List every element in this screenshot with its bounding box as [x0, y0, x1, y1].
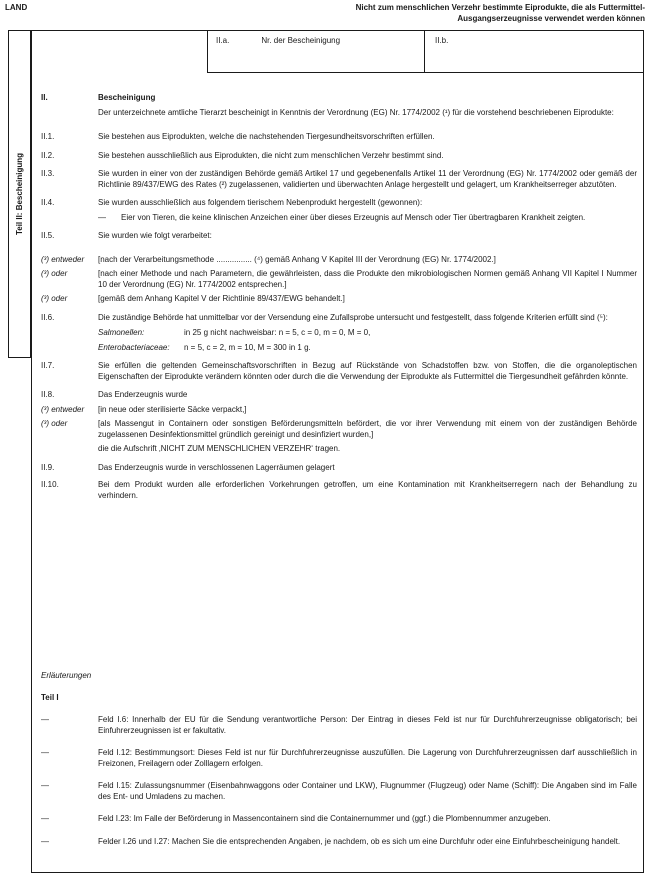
document-title [356, 3, 645, 24]
point-ii7-row [41, 361, 637, 382]
ref-iib-label: II.b. [435, 36, 449, 45]
point-ii6-row [41, 313, 637, 324]
ref-cell-iia [208, 31, 425, 72]
point-ii4-row [41, 198, 637, 209]
ref-iia-label: II.a. [216, 36, 230, 45]
point-ii8-option-1-text: [in neue oder sterilisierte Säcke verpackt,] [98, 404, 247, 414]
point-ii2-text: Sie bestehen ausschließlich aus Eiprodukten, die nicht zum menschlichen Verzehr bestimmt sind. [98, 150, 444, 160]
point-ii5-option-2-text: [nach einer Methode und nach Parametern, die gewährleisten, dass die Produkte den mikrobiologischen Normen gemäß Anhang VII Kapitel I Nummer 10 der Verordnung (EG) Nr. 1774/2002 entsprechen.] [98, 269, 637, 289]
point-ii4-text: Sie wurden ausschließlich aus folgendem tierischem Nebenprodukt hergestellt (gewonnen): [98, 198, 423, 207]
point-ii5-number: II.5. [41, 231, 55, 240]
criterion-enterobacteriaceae-name: Enterobacteriaceae: [98, 342, 170, 352]
ref-iia-title: Nr. der Bescheinigung [261, 36, 341, 45]
certificate-content [41, 93, 637, 859]
point-ii1-row [41, 132, 637, 143]
point-ii1-number: II.1. [41, 132, 55, 141]
dash-marker: — [41, 781, 49, 790]
section-ii-heading-row [41, 93, 637, 104]
point-ii6-text: Die zuständige Behörde hat unmittelbar vor der Versendung eine Zufallsprobe untersucht und festgestellt, dass folgende Kriterien erfüllt sind (⁵): [98, 312, 608, 322]
point-ii9-text: Das Enderzeugnis wurde in verschlossenen Lagerräumen gelagert [98, 462, 335, 472]
ref-cell-iib [425, 31, 643, 72]
note-fields-i26-i27-row [41, 837, 637, 848]
point-ii8-continuation-text: die die Aufschrift ‚NICHT ZUM MENSCHLICHEN VERZEHR‘ tragen. [98, 444, 341, 453]
option-oder-label: (³) oder [41, 294, 68, 303]
point-ii8-row [41, 390, 637, 401]
criterion-salmonellen-row [41, 328, 637, 339]
point-ii3-text: Sie wurden in einer von der zuständigen Behörde gemäß Artikel 17 und gegebenenfalls Artikel 11 der Verordnung (EG) Nr. 1774/2002 oder gemäß der Richtlinie 89/437/EWG des Rates (²) zugelassenen, validierten und überwachten Anlage hergestellt und gelagert, um Krankheitserreger abzutöten. [98, 169, 637, 189]
dash-marker: — [98, 212, 106, 222]
point-ii1-text: Sie bestehen aus Eiprodukten, welche die nachstehenden Tiergesundheitsvorschriften erfüllen. [98, 132, 435, 141]
point-ii4-subitem-row [41, 213, 637, 224]
dash-marker: — [41, 748, 49, 757]
document-title-line2: Ausgangserzeugnisse verwendet werden können [457, 13, 645, 23]
point-ii4-subitem-text: Eier von Tieren, die keine klinischen Anzeichen einer über dieses Erzeugnis auf Mensch oder Tier übertragbaren Krankheit zeigten. [121, 212, 586, 222]
certificate-box [31, 30, 644, 873]
point-ii10-number: II.10. [41, 480, 59, 489]
point-ii5-option-1-row [41, 255, 637, 266]
note-field-i15-text: Feld I.15: Zulassungsnummer (Eisenbahnwaggons oder Container und LKW), Flugnummer (Flugzeug) oder Name (Schiff): Die Angaben sind im Falle des Ent- und Umladens zu machen. [98, 781, 637, 801]
point-ii5-option-2-row [41, 269, 637, 290]
criterion-salmonellen-value: in 25 g nicht nachweisbar: n = 5, c = 0, m = 0, M = 0, [184, 328, 371, 337]
note-field-i12-row [41, 748, 637, 769]
point-ii2-row [41, 151, 637, 162]
notes-section [41, 671, 637, 859]
dash-marker: — [41, 715, 49, 724]
point-ii8-option-2-row [41, 419, 637, 440]
reference-number-table [207, 31, 643, 73]
criterion-enterobacteriaceae-value: n = 5, c = 2, m = 10, M = 300 in 1 g. [184, 342, 311, 352]
part-ii-side-label: Teil II: Bescheinigung [14, 152, 24, 236]
point-ii2-number: II.2. [41, 150, 55, 160]
dash-marker: — [41, 836, 49, 846]
intro-text: Der unterzeichnete amtliche Tierarzt bescheinigt in Kenntnis der Verordnung (EG) Nr. 1774/2002 (¹) für die vorstehend beschriebenen Eiprodukte: [98, 107, 614, 117]
notes-part-i-heading: Teil I [41, 692, 59, 702]
option-entweder-label: (³) entweder [41, 404, 85, 414]
note-field-i23-row [41, 814, 637, 825]
point-ii5-option-1-text: [nach der Verarbeitungsmethode ................ (⁴) gemäß Anhang V Kapitel III der Verordnung (EG) Nr. 1774/2002.] [98, 254, 496, 264]
intro-row [41, 108, 637, 119]
criterion-salmonellen-name: Salmonellen: [98, 328, 145, 337]
option-oder-label: (³) oder [41, 269, 68, 278]
point-ii10-text: Bei dem Produkt wurden alle erforderlichen Vorkehrungen getroffen, um eine Kontamination mit Krankheitserregern nach der Behandlung zu verhindern. [98, 480, 637, 500]
page-header [5, 3, 645, 24]
section-number: II. [41, 93, 48, 102]
point-ii8-option-2-text: [als Massengut in Containern oder sonstigen Beförderungsmitteln befördert, die vor ihrer Verwendung mit einem von der zuständigen Behörde zugelassenen Desinfektionsmittel gründlich gereinigt und desinfiziert wurden,] [98, 419, 637, 439]
point-ii8-continuation-row [41, 444, 637, 455]
note-field-i12-text: Feld I.12: Bestimmungsort: Dieses Feld ist nur für Durchfuhrerzeugnisse auszufüllen. Die Lagerung von Durchfuhrerzeugnissen darf ausschließlich in Freizonen, Freilagern oder Zolllagern erfolgen. [98, 748, 637, 768]
point-ii8-number: II.8. [41, 390, 55, 399]
point-ii3-number: II.3. [41, 169, 55, 178]
part-ii-side-label-box [8, 30, 31, 358]
note-field-i23-text: Feld I.23: Im Falle der Beförderung in Massencontainern sind die Containernummer und (ggf.) die Plombennummer anzugeben. [98, 814, 551, 823]
section-title: Bescheinigung [98, 93, 156, 102]
point-ii10-row [41, 480, 637, 501]
point-ii7-number: II.7. [41, 361, 55, 370]
point-ii9-number: II.9. [41, 462, 55, 472]
document-title-line1: Nicht zum menschlichen Verzehr bestimmte Eiprodukte, die als Futtermittel- [355, 3, 645, 12]
point-ii5-text: Sie wurden wie folgt verarbeitet: [98, 231, 212, 240]
note-fields-i26-i27-text: Felder I.26 und I.27: Machen Sie die entsprechenden Angaben, je nachdem, ob es sich um eine Durchfuhr oder eine Einfuhrbescheinigung handelt. [98, 836, 621, 846]
point-ii7-text: Sie erfüllen die geltenden Gemeinschaftsvorschriften in Bezug auf Rückstände von Schadstoffen bzw. von Stoffen, die die organoleptischen Eigenschaften der Eiprodukte verändern könnten oder durch die die Verwendung der Eiprodukte als Futtermittel die Tiergesundheit gefährden könnte. [98, 361, 637, 381]
notes-heading: Erläuterungen [41, 671, 92, 680]
country-label: LAND [5, 3, 28, 12]
point-ii3-row [41, 169, 637, 190]
point-ii5-option-3-text: [gemäß dem Anhang Kapitel V der Richtlinie 89/437/EWG behandelt.] [98, 294, 345, 303]
point-ii5-option-3-row [41, 294, 637, 305]
note-field-i6-row [41, 715, 637, 736]
point-ii8-text: Das Enderzeugnis wurde [98, 390, 188, 399]
point-ii6-number: II.6. [41, 312, 55, 322]
point-ii4-number: II.4. [41, 198, 55, 207]
point-ii8-option-1-row [41, 405, 637, 416]
note-field-i15-row [41, 781, 637, 802]
dash-marker: — [41, 814, 49, 823]
option-oder-label: (³) oder [41, 419, 68, 428]
point-ii9-row [41, 463, 637, 474]
note-field-i6-text: Feld I.6: Innerhalb der EU für die Sendung verantwortliche Person: Der Eintrag in dieses Feld ist nur für Durchfuhrerzeugnisse obligatorisch; bei Einfuhrerzeugnissen ist er fakultativ. [98, 715, 637, 735]
option-entweder-label: (³) entweder [41, 254, 85, 264]
criterion-enterobacteriaceae-row [41, 343, 637, 354]
point-ii5-row [41, 231, 637, 242]
